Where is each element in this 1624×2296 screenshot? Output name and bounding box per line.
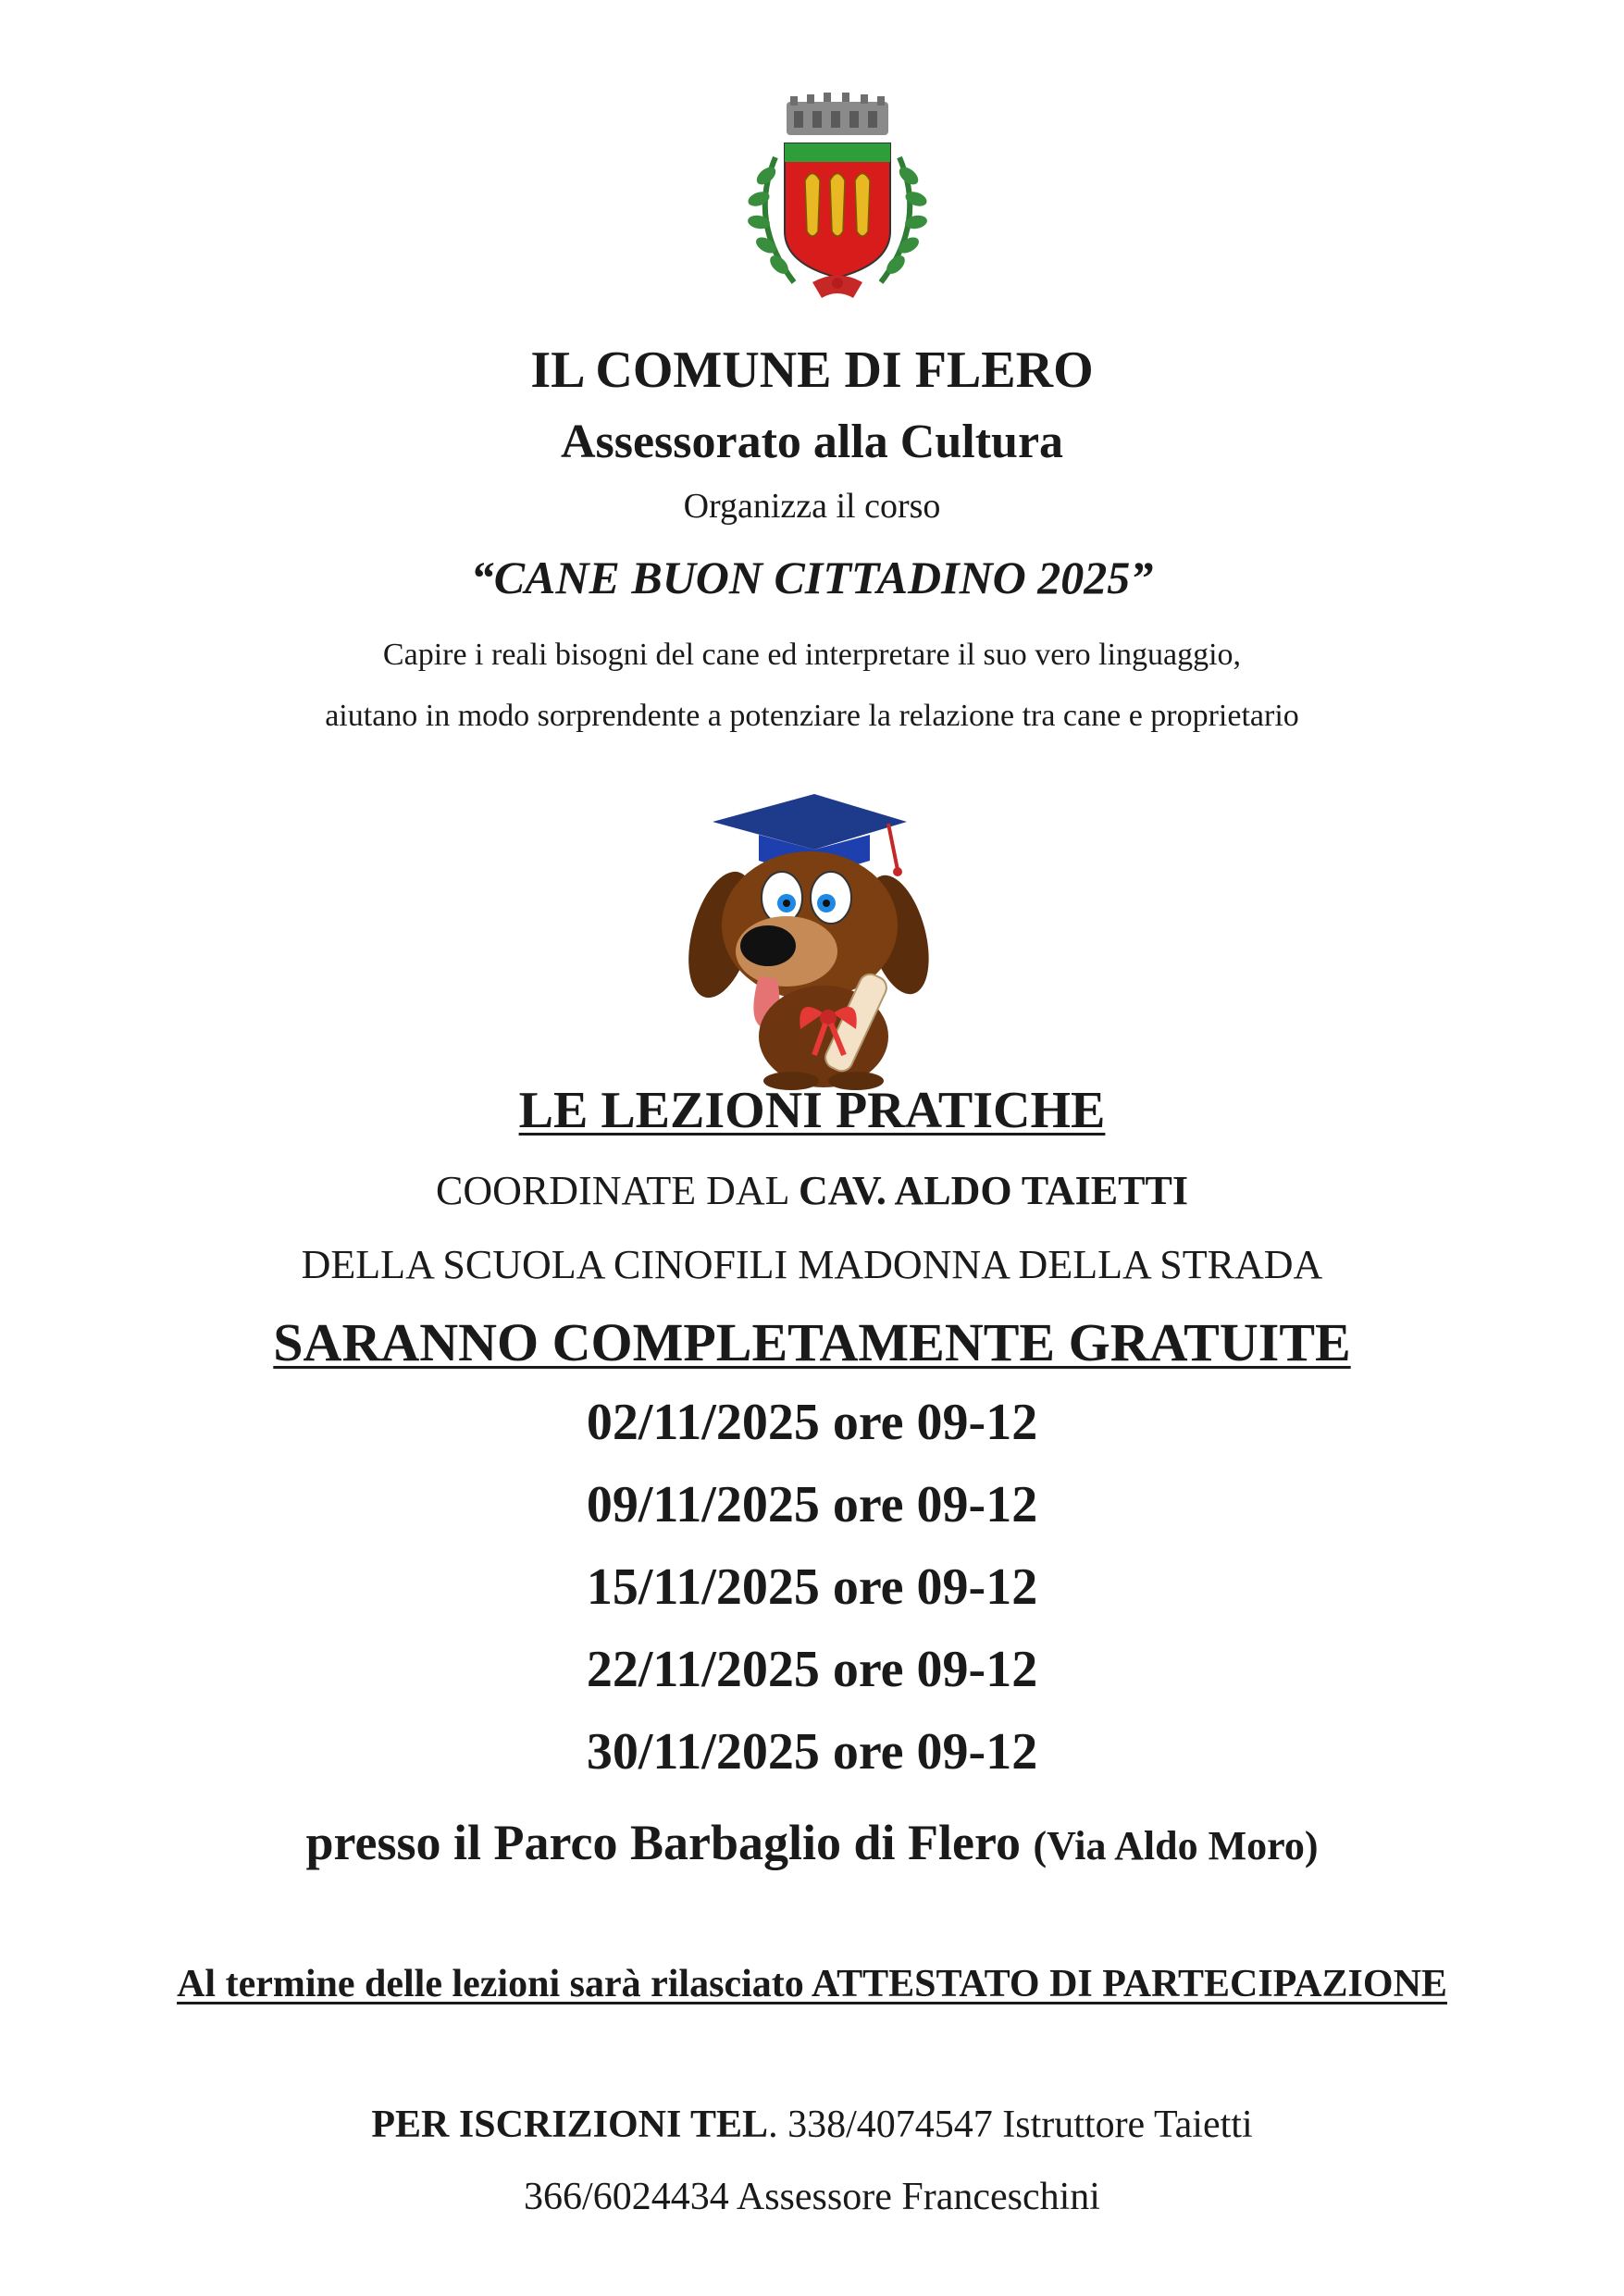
course-description-line1: Capire i reali bisogni del cane ed interpretare il suo vero linguaggio, <box>382 638 1242 672</box>
organizes-label: Organizza il corso <box>683 487 941 526</box>
lesson-date: 30/11/2025 ore 09-12 <box>586 1723 1038 1781</box>
contact-phone-1: . 338/4074547 Istruttore Taietti <box>768 2104 1253 2146</box>
lesson-date: 15/11/2025 ore 09-12 <box>586 1558 1038 1616</box>
course-title: “CANE BUON CITTADINO 2025” <box>470 552 1154 603</box>
certificate-notice: Al termine delle lezioni sarà rilasciato ATTESTATO DI PARTECIPAZIONE <box>177 1963 1447 2005</box>
school-name: DELLA SCUOLA CINOFILI MADONNA DELLA STRADA <box>301 1242 1323 1287</box>
location-name: presso il Parco Barbaglio di Flero <box>305 1815 1021 1870</box>
page-title: IL COMUNE DI FLERO <box>530 341 1094 399</box>
location-address: (Via Aldo Moro) <box>1033 1823 1319 1868</box>
free-notice: SARANNO COMPLETAMENTE GRATUITE <box>273 1312 1351 1372</box>
department-subtitle: Assessorato alla Cultura <box>560 416 1064 468</box>
course-description-line2: aiutano in modo sorprendente a potenziare la relazione tra cane e proprietario <box>325 699 1299 733</box>
contact-phone-2: 366/6024434 Assessore Franceschini <box>524 2176 1100 2218</box>
lesson-date: 09/11/2025 ore 09-12 <box>586 1476 1038 1533</box>
coordinator-prefix: COORDINATE DAL <box>436 1168 799 1213</box>
coordinator-name: CAV. ALDO TAIETTI <box>798 1168 1188 1213</box>
location-line <box>0 1814 1624 1871</box>
lesson-date: 22/11/2025 ore 09-12 <box>586 1641 1038 1698</box>
registration-label: PER ISCRIZIONI TEL <box>371 2104 769 2146</box>
lesson-date: 02/11/2025 ore 09-12 <box>586 1394 1038 1451</box>
coat-of-arms-emblem <box>738 93 936 310</box>
graduate-dog-icon <box>629 787 999 1092</box>
contact-line-1 <box>0 2103 1624 2147</box>
lessons-heading: LE LEZIONI PRATICHE <box>518 1082 1106 1139</box>
coordinator-line <box>0 1168 1624 1215</box>
